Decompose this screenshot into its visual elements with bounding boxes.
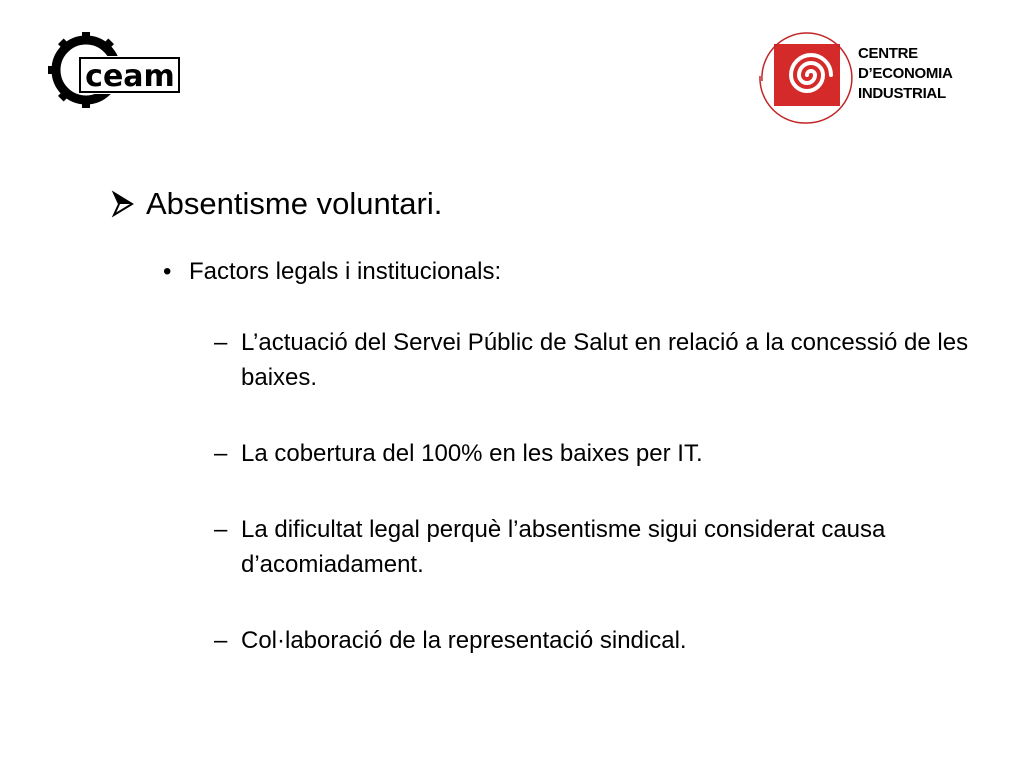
sub-item-text: La dificultat legal perquè l’absentisme sigui considerat causa d’acomiadament. [241,516,886,578]
dash-marker: – [214,516,228,543]
slide-heading [108,184,442,224]
sub-item-text: La cobertura del 100% en les baixes per IT. [241,440,703,467]
cei-logo [752,26,862,128]
cei-line-3: INDUSTRIAL [858,85,946,102]
cei-line-2: D’ECONOMIA [858,65,953,82]
heading-text: Absentisme voluntari. [146,186,443,221]
cei-line-1: CENTRE [858,45,918,62]
sub-item-list [214,325,994,658]
dash-marker: – [214,627,228,654]
sub-item [214,325,994,395]
arrowhead-bullet-icon [108,189,138,219]
bullet-item [163,255,501,289]
sub-item-text: Col·laboració de la representació sindical. [241,627,687,654]
sub-item [214,436,994,471]
dash-marker: – [214,440,228,467]
sub-item [214,512,994,582]
sub-item-text: L’actuació del Servei Públic de Salut en relació a la concessió de les baixes. [241,329,969,391]
bullet-text: Factors legals i institucionals: [189,258,502,285]
ceam-wordmark: ceam [85,59,175,94]
sub-item [214,623,994,658]
dash-marker: – [214,329,228,356]
cei-logo-text [858,44,953,104]
bullet-dot: • [163,258,172,285]
ceam-logo [48,30,183,110]
